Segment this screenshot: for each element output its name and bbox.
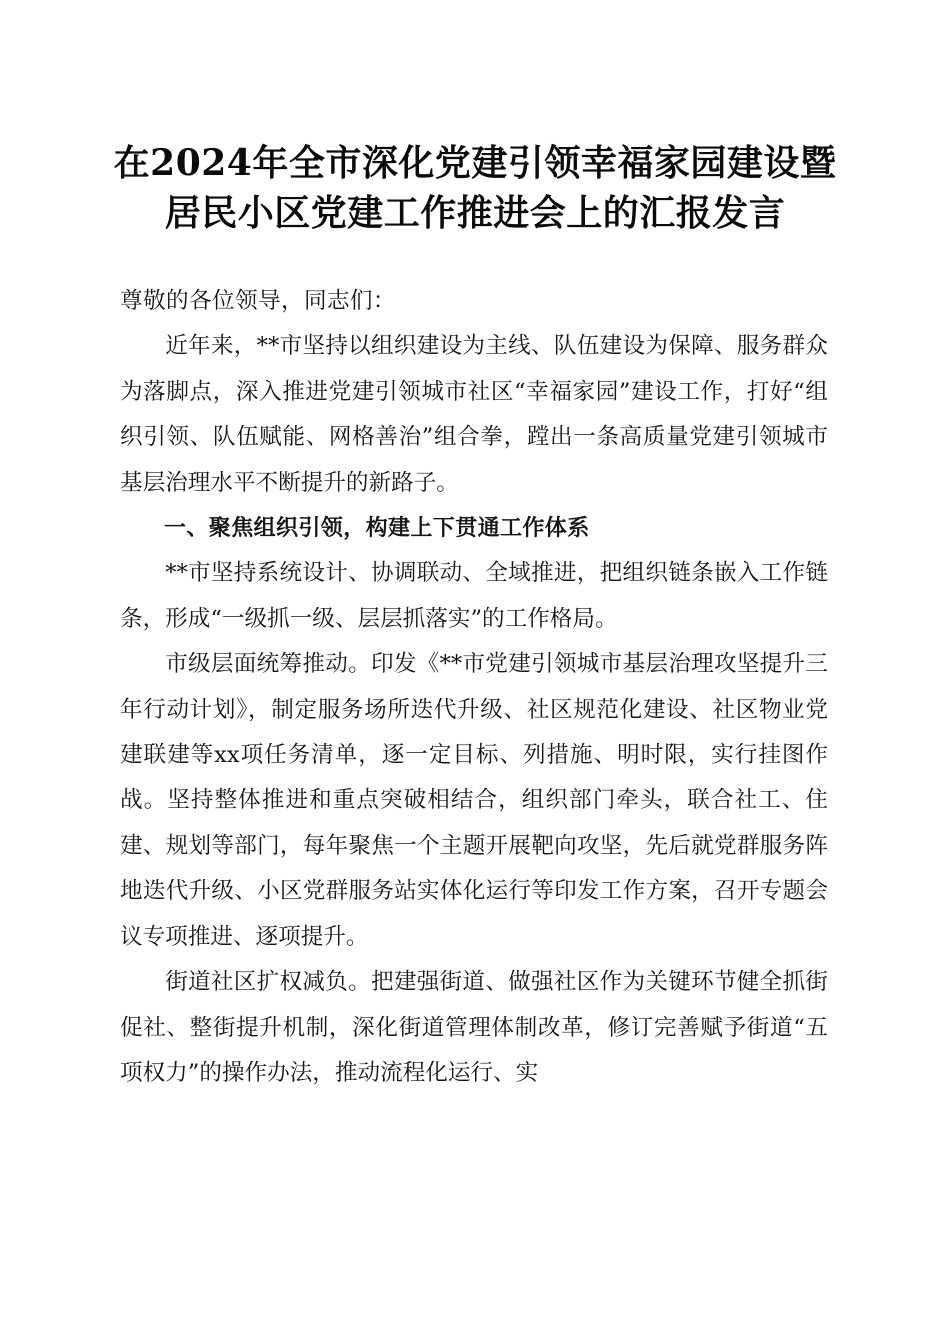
salutation: 尊敬的各位领导，同志们：: [120, 288, 396, 314]
paragraph-city-level: 市级层面统筹推动。印发《**市党建引领城市基层治理攻坚提升三年行动计划》，制定服务场所迭代升级、社区规范化建设、社区物业党建联建等xx项任务清单，逐一定目标、列措施、明时限，实行挂图作战。坚持整体推进和重点突破相结合，组织部门牵头，联合社工、住建、规划等部门，每年聚焦一个主题开展靶向攻坚，先后就党群服务阵地迭代升级、小区党群服务站实体化运行等印发工作方案，召开专题会议专项推进、逐项提升。: [120, 651, 828, 950]
document-title: [60, 138, 890, 238]
title-line-1: 在2024年全市深化党建引领幸福家园建设暨: [113, 142, 837, 184]
paragraph-street-community: 街道社区扩权减负。把建强街道、做强社区作为关键环节健全抓街促社、整街提升机制，深化街道管理体制改革，修订完善赋予街道“五项权力”的操作办法，推动流程化运行、实: [120, 969, 828, 1086]
paragraph-section-1-summary: **市坚持系统设计、协调联动、全域推进，把组织链条嵌入工作链条，形成“一级抓一级、层层抓落实”的工作格局。: [120, 560, 828, 632]
paragraph-intro: 近年来，**市坚持以组织建设为主线、队伍建设为保障、服务群众为落脚点，深入推进党建引领城市社区“幸福家园”建设工作，打好“组织引领、队伍赋能、网格善治”组合拳，蹚出一条高质量党建引领城市基层治理水平不断提升的新路子。: [120, 333, 828, 496]
section-heading-1: 一、聚焦组织引领，构建上下贯通工作体系: [164, 516, 590, 542]
document-body: [120, 279, 828, 1096]
title-line-2: 居民小区党建工作推进会上的汇报发言: [164, 192, 786, 234]
